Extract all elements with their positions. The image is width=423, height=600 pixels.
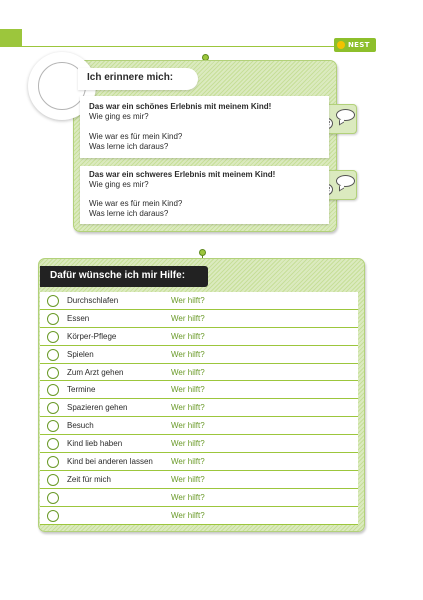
experience-box-positive — [80, 96, 329, 158]
checkbox-circle-icon[interactable] — [47, 349, 59, 361]
help-task-label: Spazieren gehen — [67, 403, 128, 413]
experience-heading: Das war ein schweres Erlebnis mit meinem Kind! — [89, 170, 276, 179]
helper-prompt: Wer hilft? — [171, 510, 205, 520]
help-row — [40, 310, 358, 328]
helper-prompt: Wer hilft? — [171, 492, 205, 502]
experience-question: Wie ging es mir? — [89, 112, 149, 121]
help-task-label: Durchschlafen — [67, 296, 119, 305]
checkbox-circle-icon[interactable] — [47, 420, 59, 432]
experience-box-difficult — [80, 166, 329, 224]
checkbox-circle-icon[interactable] — [47, 295, 59, 307]
checkbox-circle-icon[interactable] — [47, 402, 59, 414]
help-task-label: Essen — [67, 313, 90, 323]
speech-bubble-icon — [336, 175, 355, 187]
helper-prompt: Wer hilft? — [171, 421, 205, 431]
helper-prompt: Wer hilft? — [171, 349, 205, 359]
help-row — [40, 292, 358, 310]
help-task-label: Kind bei anderen lassen — [67, 457, 153, 467]
help-table — [40, 292, 358, 525]
checkbox-circle-icon[interactable] — [47, 384, 59, 396]
helper-prompt: Wer hilft? — [171, 439, 205, 449]
experience-question: Wie war es für mein Kind? — [89, 132, 183, 141]
checkbox-circle-icon[interactable] — [47, 331, 59, 343]
helper-prompt: Wer hilft? — [171, 457, 205, 467]
checkbox-circle-icon[interactable] — [47, 474, 59, 486]
checkbox-circle-icon[interactable] — [47, 492, 59, 504]
helper-prompt: Wer hilft? — [171, 403, 205, 413]
memory-title: Ich erinnere mich: — [87, 72, 174, 83]
help-task-label: Kind lieb haben — [67, 439, 123, 449]
help-task-label: Besuch — [67, 421, 94, 431]
help-row — [40, 328, 358, 346]
speech-bubble-icon — [336, 109, 355, 121]
logo-sun-icon — [337, 41, 345, 49]
experience-question: Was lerne ich daraus? — [89, 209, 169, 218]
help-row — [40, 489, 358, 507]
help-row — [40, 435, 358, 453]
nest-logo — [334, 38, 376, 52]
header-rule — [22, 46, 340, 47]
help-task-label: Körper-Pflege — [67, 331, 117, 341]
corner-tab — [0, 29, 22, 47]
help-row — [40, 417, 358, 435]
helper-prompt: Wer hilft? — [171, 367, 205, 377]
experience-heading: Das war ein schönes Erlebnis mit meinem Kind! — [89, 102, 272, 111]
help-row — [40, 399, 358, 417]
helper-prompt: Wer hilft? — [171, 385, 205, 395]
checkbox-circle-icon[interactable] — [47, 313, 59, 325]
help-row — [40, 471, 358, 489]
logo-text: NEST — [348, 41, 370, 49]
help-row — [40, 364, 358, 382]
help-task-label: Termine — [67, 385, 96, 395]
experience-question: Wie war es für mein Kind? — [89, 199, 183, 208]
experience-question: Was lerne ich daraus? — [89, 142, 169, 151]
help-row — [40, 381, 358, 399]
help-task-label: Spielen — [67, 349, 94, 359]
checkbox-circle-icon[interactable] — [47, 367, 59, 379]
help-task-label: Zeit für mich — [67, 474, 112, 484]
help-row — [40, 346, 358, 364]
help-row — [40, 453, 358, 471]
help-row — [40, 507, 358, 525]
checkbox-circle-icon[interactable] — [47, 510, 59, 522]
experience-question: Wie ging es mir? — [89, 180, 149, 189]
helper-prompt: Wer hilft? — [171, 313, 205, 323]
help-task-label: Zum Arzt gehen — [67, 367, 124, 377]
helper-prompt: Wer hilft? — [171, 296, 205, 305]
helper-prompt: Wer hilft? — [171, 331, 205, 341]
help-title: Dafür wünsche ich mir Hilfe: — [50, 270, 186, 281]
helper-prompt: Wer hilft? — [171, 474, 205, 484]
pin-icon — [199, 249, 206, 256]
checkbox-circle-icon[interactable] — [47, 456, 59, 468]
checkbox-circle-icon[interactable] — [47, 438, 59, 450]
